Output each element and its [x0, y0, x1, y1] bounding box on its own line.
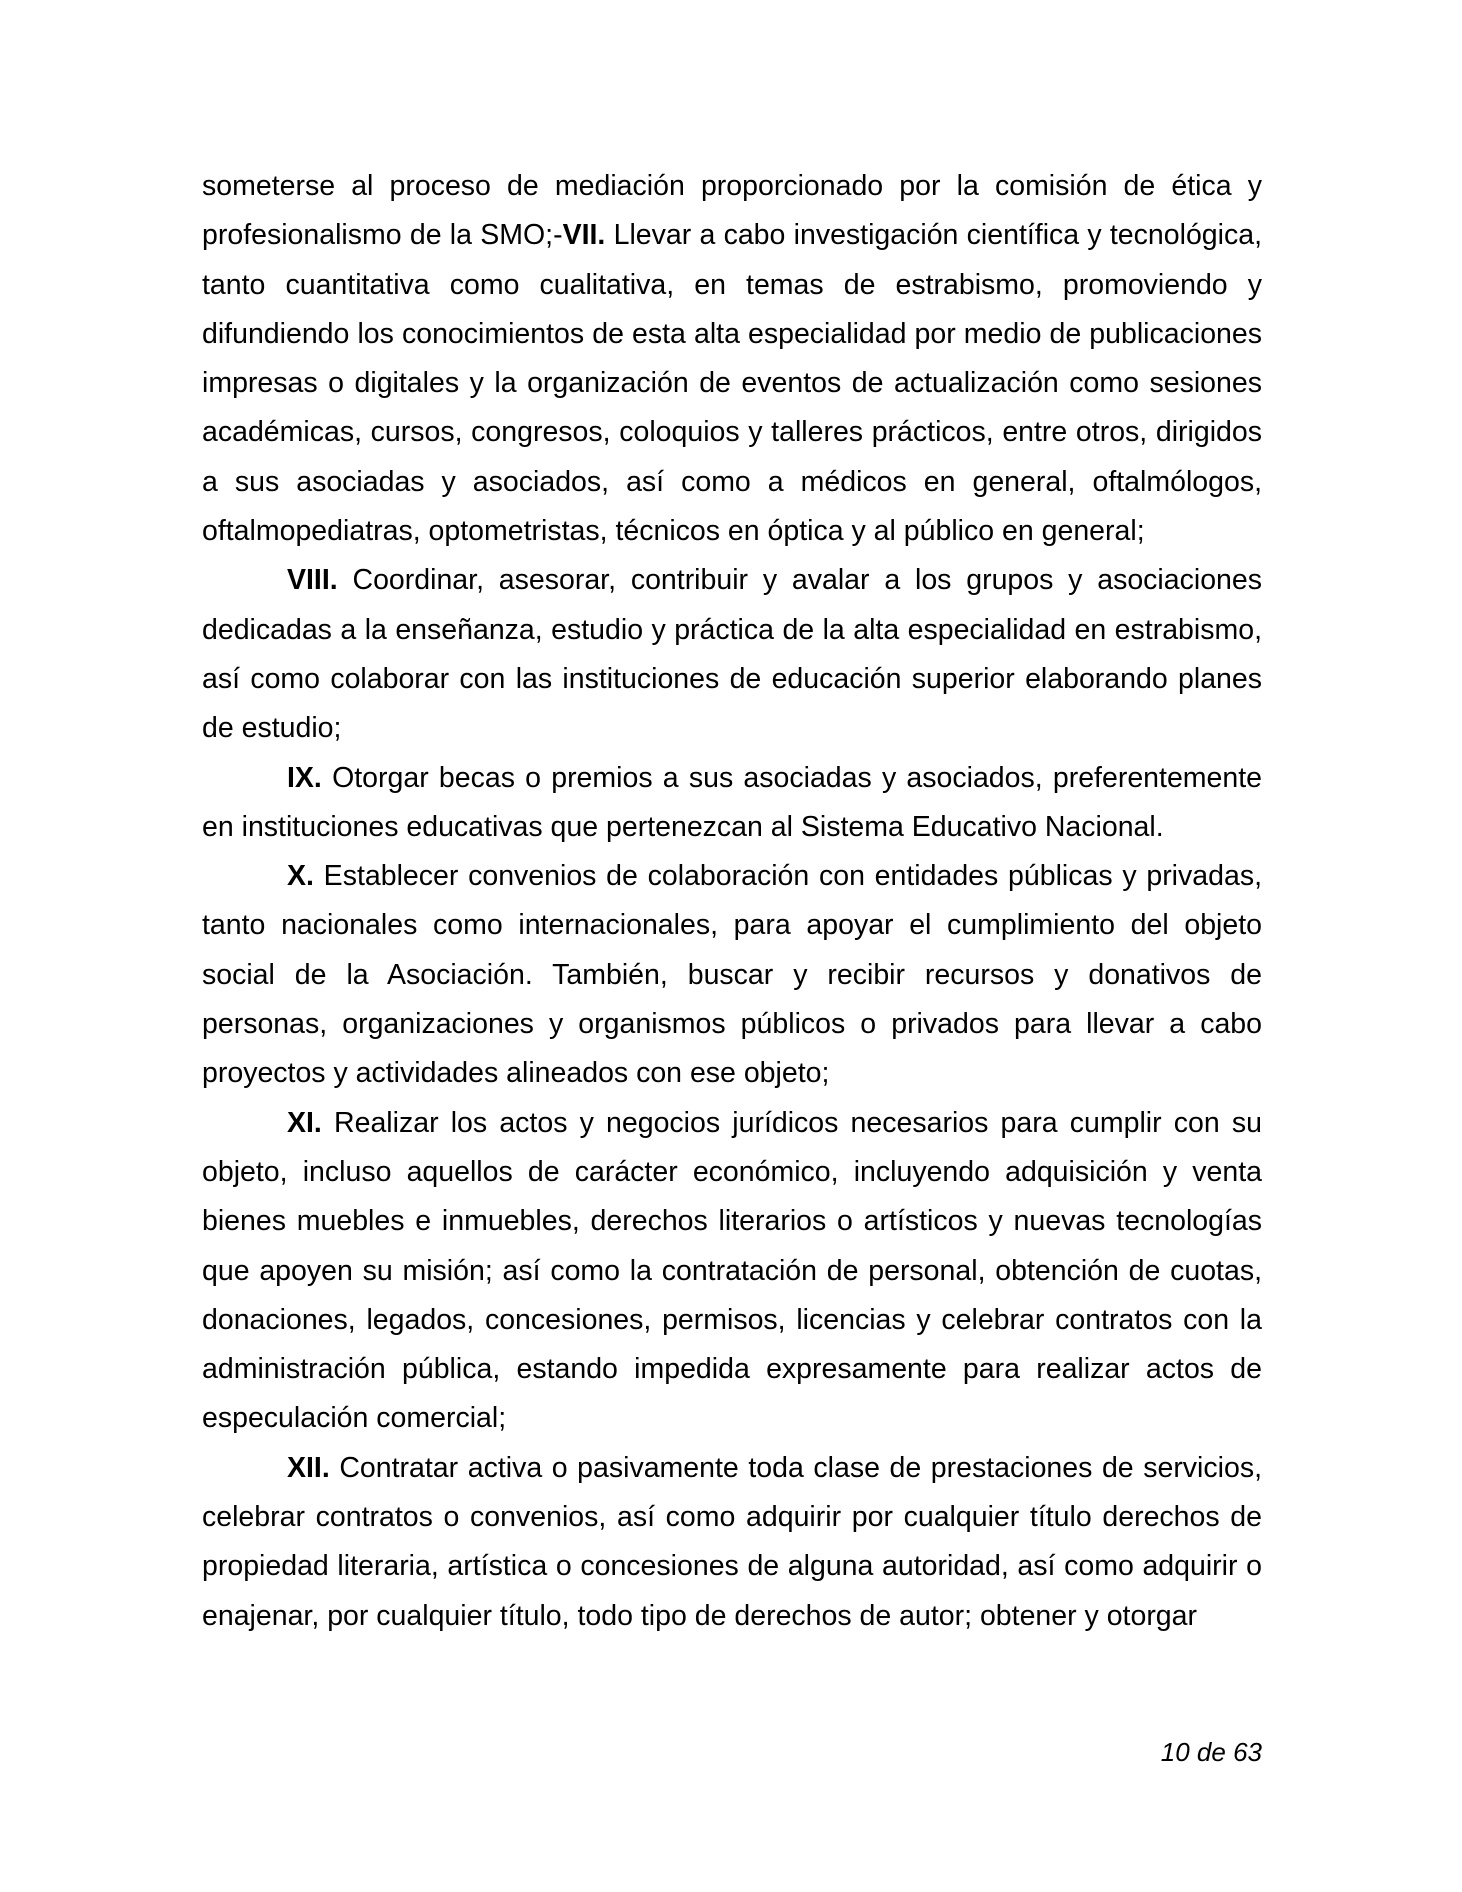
paragraph-text-lead: someterse al proceso de mediación proporcionado por la comisión de ética y profesionalismo de la SMO;-: [202, 170, 1262, 252]
paragraph-text: Realizar los actos y negocios jurídicos necesarios para cumplir con su objeto, incluso aquellos de carácter económico, incluyendo adquisición y venta bienes muebles e inmuebles, derechos literarios o artísticos y nuevas tecnologías que apoyen su misión; así como la contratación de personal, obtención de cuotas, donaciones, legados, concesiones, permisos, licencias y celebrar contratos con la administración pública, estando impedida expresamente para realizar actos de especulación comercial;: [202, 1106, 1262, 1435]
page-number: 10 de 63: [1160, 1737, 1262, 1767]
paragraph-clause-viii: [202, 556, 1262, 753]
clause-numeral: IX.: [287, 761, 322, 794]
paragraph-clause-ix: [202, 754, 1262, 853]
paragraph-clause-xii: [202, 1444, 1262, 1641]
clause-numeral: VII.: [562, 219, 606, 252]
paragraph-clause-x: [202, 852, 1262, 1098]
clause-numeral: X.: [287, 860, 314, 893]
document-body: [202, 162, 1262, 1641]
paragraph-text: Otorgar becas o premios a sus asociadas y asociados, preferentemente en instituciones educativas que pertenezcan al Sistema Educativo Nacional.: [202, 761, 1262, 843]
paragraph-text: Contratar activa o pasivamente toda clase de prestaciones de servicios, celebrar contratos o convenios, así como adquirir por cualquier título derechos de propiedad literaria, artística o concesiones de alguna autoridad, así como adquirir o enajenar, por cualquier título, todo tipo de derechos de autor; obtener y otorgar: [202, 1451, 1262, 1632]
paragraph-text: Coordinar, asesorar, contribuir y avalar a los grupos y asociaciones dedicadas a la enseñanza, estudio y práctica de la alta especialidad en estrabismo, así como colaborar con las instituciones de educación superior elaborando planes de estudio;: [202, 564, 1262, 745]
paragraph-clause-xi: [202, 1099, 1262, 1444]
paragraph-text: Llevar a cabo investigación científica y tecnológica, tanto cuantitativa como cualitativa, en temas de estrabismo, promoviendo y difundiendo los conocimientos de esta alta especialidad por medio de publicaciones impresas o digitales y la organización de eventos de actualización como sesiones académicas, cursos, congresos, coloquios y talleres prácticos, entre otros, dirigidos a sus asociadas y asociados, así como a médicos en general, oftalmólogos, oftalmopediatras, optometristas, técnicos en óptica y al público en general;: [202, 219, 1262, 548]
clause-numeral: XI.: [287, 1106, 322, 1139]
paragraph-text: Establecer convenios de colaboración con entidades públicas y privadas, tanto nacionales como internacionales, para apoyar el cumplimiento del objeto social de la Asociación. También, buscar y recibir recursos y donativos de personas, organizaciones y organismos públicos o privados para llevar a cabo proyectos y actividades alineados con ese objeto;: [202, 860, 1262, 1090]
paragraph-continuation-vii: [202, 162, 1262, 556]
clause-numeral: XII.: [287, 1451, 330, 1484]
clause-numeral: VIII.: [287, 564, 338, 597]
